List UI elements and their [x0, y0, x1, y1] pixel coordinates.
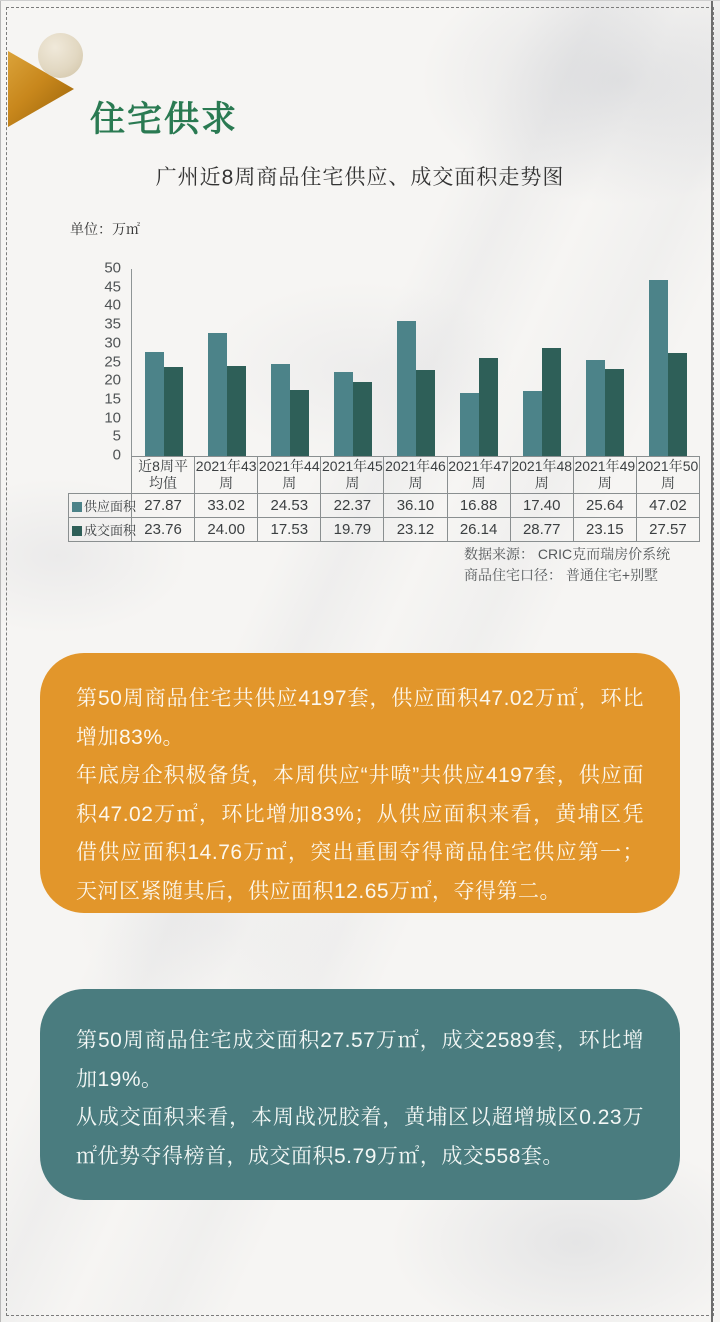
- data-source-line1: 数据来源： CRIC克而瑞房价系统: [464, 546, 671, 562]
- plot-wrap: [68, 259, 700, 464]
- unit-label: 单位：万㎡: [70, 221, 140, 237]
- value-cell: 23.76: [132, 518, 195, 542]
- y-tick-label: 20: [104, 371, 121, 389]
- y-tick-label: 0: [112, 446, 121, 464]
- supply-summary-box: [40, 653, 680, 913]
- bar-group: [321, 269, 384, 456]
- chart-title: 广州近8周商品住宅供应、成交面积走势图: [155, 166, 565, 189]
- y-tick-label: 35: [104, 315, 121, 333]
- bar-group: [637, 269, 700, 456]
- category-header-cell: 2021年48周: [510, 457, 573, 494]
- transaction-summary-headline: 第50周商品住宅成交面积27.57万㎡，成交2589套，环比增加19%。: [76, 1029, 644, 1091]
- supply-summary-headline: 第50周商品住宅共供应4197套，供应面积47.02万㎡，环比增加83%。: [76, 687, 644, 749]
- value-cell: 23.12: [384, 518, 447, 542]
- bar: [145, 352, 164, 456]
- category-header-cell: 2021年45周: [321, 457, 384, 494]
- category-header-cell: 2021年44周: [258, 457, 321, 494]
- data-source-note: [464, 544, 670, 586]
- bar: [523, 391, 542, 456]
- right-edge-line: [711, 1, 713, 1322]
- bar: [208, 333, 227, 456]
- bar-group: [384, 269, 447, 456]
- plot-area: [131, 269, 700, 456]
- bar: [164, 367, 183, 456]
- bar: [668, 353, 687, 456]
- bar-chart: [68, 259, 700, 542]
- category-header-row: [69, 457, 700, 494]
- left-edge-line: [0, 1, 1, 1322]
- legend-cell: 供应面积: [69, 494, 132, 518]
- series-row: [69, 518, 700, 542]
- bar-group: [258, 269, 321, 456]
- series-row: [69, 494, 700, 518]
- bar-group: [132, 269, 195, 456]
- bar-group: [574, 269, 637, 456]
- legend-swatch-icon: [72, 526, 82, 536]
- table-body: [69, 494, 700, 542]
- bar: [271, 364, 290, 456]
- beige-circle-icon: [38, 33, 83, 78]
- bar: [649, 280, 668, 456]
- value-cell: 28.77: [510, 518, 573, 542]
- section-title: 住宅供求: [90, 100, 239, 140]
- value-cell: 24.53: [258, 494, 321, 518]
- bar: [605, 369, 624, 456]
- y-tick-label: 15: [104, 390, 121, 408]
- bar: [397, 321, 416, 456]
- category-header-cell: 2021年46周: [384, 457, 447, 494]
- y-tick-label: 45: [104, 278, 121, 296]
- y-tick-label: 10: [104, 409, 121, 427]
- value-cell: 23.15: [573, 518, 636, 542]
- value-cell: 27.57: [636, 518, 699, 542]
- bar: [416, 370, 435, 456]
- y-tick-label: 5: [112, 427, 121, 445]
- bar-group: [448, 269, 511, 456]
- transaction-summary-box: [40, 989, 680, 1200]
- y-tick-label: 30: [104, 334, 121, 352]
- category-header-cell: 2021年43周: [195, 457, 258, 494]
- value-cell: 16.88: [447, 494, 510, 518]
- value-cell: 19.79: [321, 518, 384, 542]
- supply-summary-detail: 年底房企积极备货，本周供应“井喷”共供应4197套，供应面积47.02万㎡，环比增加83%；从供应面积来看，黄埔区凭借供应面积14.76万㎡，突出重围夺得商品住宅供应第一；天河区紧随其后，供应面积12.65万㎡，夺得第二。: [76, 764, 644, 903]
- value-cell: 17.53: [258, 518, 321, 542]
- category-header-cell: 2021年49周: [573, 457, 636, 494]
- y-tick-label: 25: [104, 353, 121, 371]
- value-cell: 36.10: [384, 494, 447, 518]
- transaction-summary-detail: 从成交面积来看，本周战况胶着，黄埔区以超增城区0.23万㎡优势夺得榜首，成交面积5.79万㎡，成交558套。: [76, 1106, 644, 1168]
- bar: [460, 393, 479, 456]
- bar-group: [511, 269, 574, 456]
- bar: [353, 382, 372, 456]
- bar: [290, 390, 309, 456]
- bar-group: [195, 269, 258, 456]
- value-cell: 22.37: [321, 494, 384, 518]
- category-header-cell: 2021年47周: [447, 457, 510, 494]
- bar: [586, 360, 605, 456]
- legend-swatch-icon: [72, 502, 82, 512]
- bar: [479, 358, 498, 456]
- value-cell: 17.40: [510, 494, 573, 518]
- y-tick-label: 50: [104, 259, 121, 277]
- category-header-cell: 2021年50周: [636, 457, 699, 494]
- value-cell: 26.14: [447, 518, 510, 542]
- table-corner-cell: [69, 457, 132, 494]
- value-cell: 24.00: [195, 518, 258, 542]
- bar: [334, 372, 353, 456]
- legend-cell: 成交面积: [69, 518, 132, 542]
- y-axis: [68, 259, 131, 464]
- value-cell: 33.02: [195, 494, 258, 518]
- category-header-cell: 近8周平均值: [132, 457, 195, 494]
- value-cell: 27.87: [132, 494, 195, 518]
- bar: [542, 348, 561, 456]
- value-cell: 25.64: [573, 494, 636, 518]
- chart-data-table: [68, 456, 700, 542]
- bar: [227, 366, 246, 456]
- data-source-line2: 商品住宅口径： 普通住宅+别墅: [464, 567, 659, 583]
- value-cell: 47.02: [636, 494, 699, 518]
- y-tick-label: 40: [104, 297, 121, 315]
